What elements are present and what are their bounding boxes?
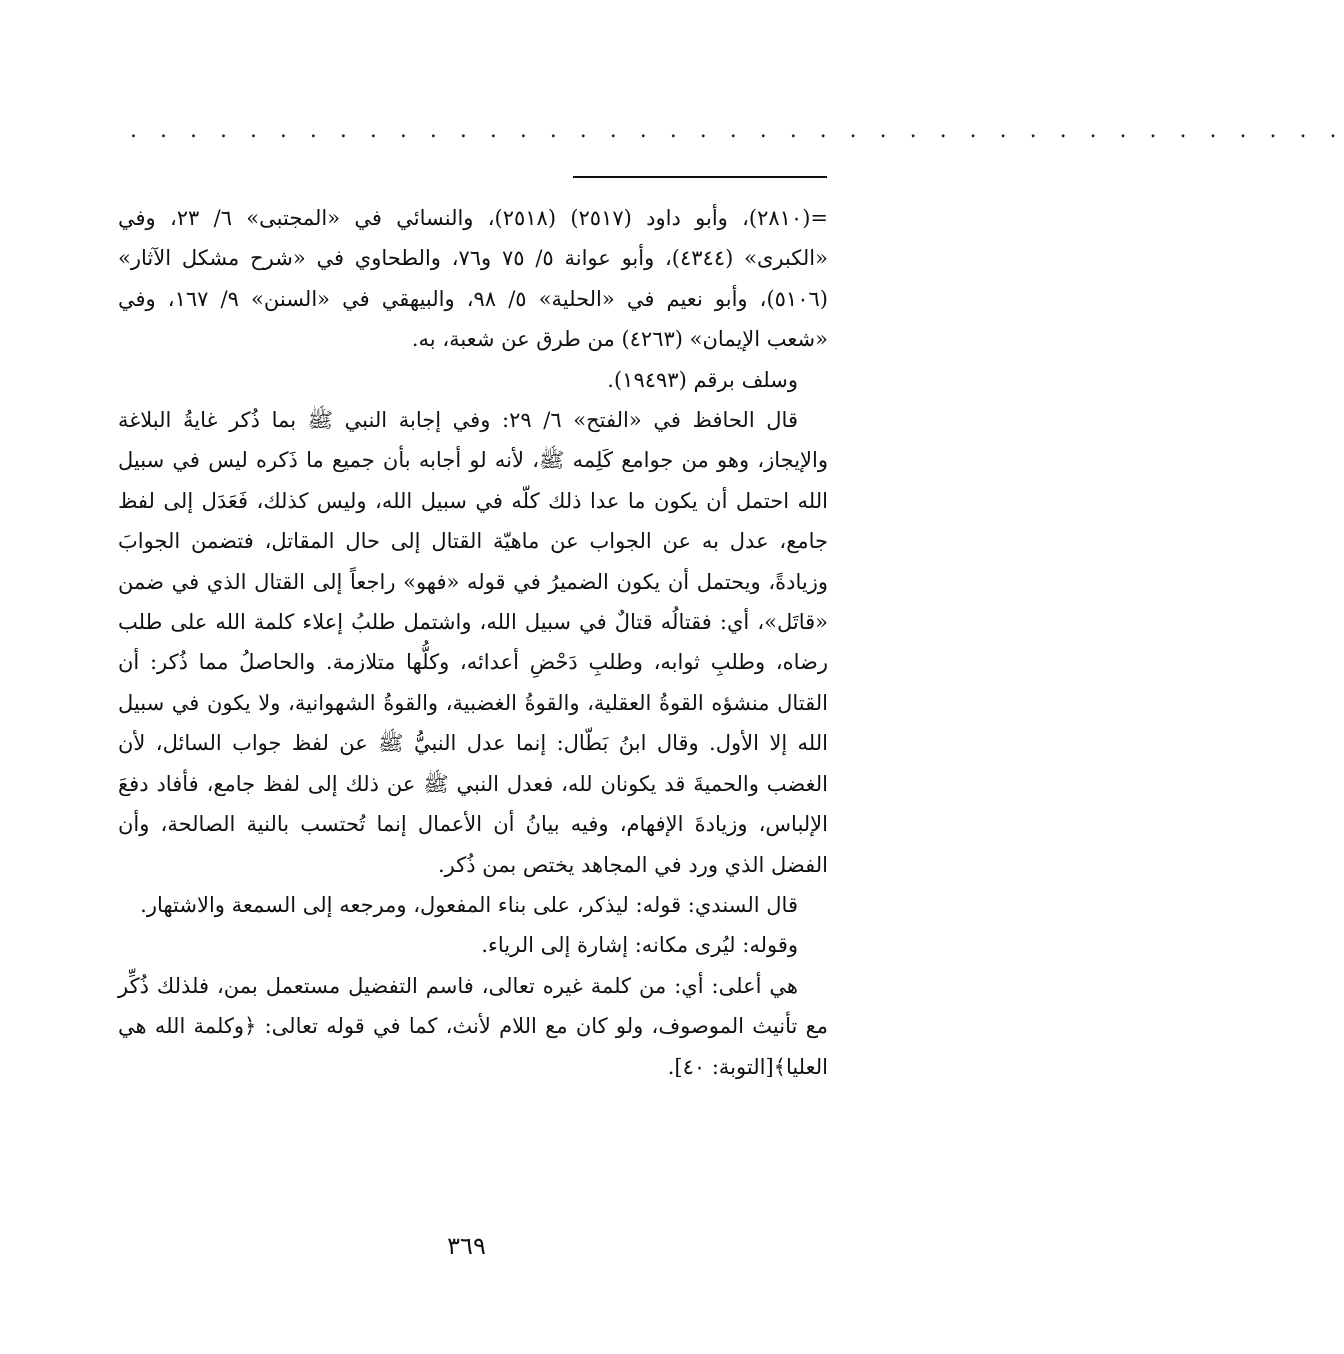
riya-note-paragraph: وقوله: ليُرى مكانه: إشارة إلى الرياء. xyxy=(481,933,798,958)
footnote-body xyxy=(118,198,828,1087)
page-number: ٣٦٩ xyxy=(447,1232,486,1260)
ala-note-paragraph: هي أعلى: أي: من كلمة غيره تعالى، فاسم التفضيل مستعمل بمن، فلذلك ذُكِّر مع تأنيث الموصوف، ولو كان مع اللام لأنث، كما في قوله تعالى: ﴿وكلمة الله هي العليا﴾[التوبة: ٤٠]. xyxy=(118,973,828,1079)
cross-reference-paragraph: وسلف برقم (١٩٤٩٣). xyxy=(607,367,798,392)
sindi-commentary-paragraph: قال السندي: قوله: ليذكر، على بناء المفعول، ومرجعه إلى السمعة والاشتهار. xyxy=(140,892,798,917)
separator-dots: . . . . . . . . . . . . . . . . . . . . . . . . . . . . . . . . . . . . . . . . . xyxy=(130,118,1344,143)
hafiz-commentary-paragraph: قال الحافظ في «الفتح» ٦/ ٢٩: وفي إجابة النبي ﷺ بما ذُكر غايةُ البلاغة والإيجاز، وهو من جوامع كَلِمه ﷺ، لأنه لو أجابه بأن جميع ما ذَكره ليس في سبيل الله احتمل أن يكون ما عدا ذلك كلّه في سبيل الله، وليس كذلك، فَعَدَل إلى لفظ جامع، عدل به عن الجواب عن ماهيّة القتال إلى حال المقاتل، فتضمن الجوابَ وزيادةً، ويحتمل أن يكون الضميرُ في قوله «فهو» راجعاً إلى القتال الذي في ضمن «قاتَل»، أي: فقتالُه قتالٌ في سبيل الله، واشتمل طلبُ إعلاء كلمة الله على طلب رضاه، وطلبِ ثوابه، وطلبِ دَحْضِ أعدائه، وكلُّها متلازمة. والحاصلُ مما ذُكر: أن القتال منشؤه القوةُ العقلية، والقوةُ الغضبية، والقوةُ الشهوانية، ولا يكون في سبيل الله إلا الأول. وقال ابنُ بَطّال: إنما عدل النبيُّ ﷺ عن لفظ جواب السائل، لأن الغضب والحميةَ قد يكونان لله، فعدل النبي ﷺ عن ذلك إلى لفظ جامع، فأفاد دفعَ الإلباس، وزيادةَ الإفهام، وفيه بيانُ أن الأعمال إنما تُحتسب بالنية الصالحة، وأن الفضل الذي ورد في المجاهد يختص بمن ذُكر. xyxy=(118,408,828,877)
footnote-rule xyxy=(573,176,827,178)
footnote-citation-paragraph: =(٢٨١٠)، وأبو داود (٢٥١٧) (٢٥١٨)، والنسائي في «المجتبى» ٦/ ٢٣، وفي «الكبرى» (٤٣٤٤)، وأبو عوانة ٥/ ٧٥ و٧٦، والطحاوي في «شرح مشكل الآثار» (٥١٠٦)، وأبو نعيم في «الحلية» ٥/ ٩٨، والبيهقي في «السنن» ٩/ ١٦٧، وفي «شعب الإيمان» (٤٢٦٣) من طرق عن شعبة، به. xyxy=(118,206,828,352)
